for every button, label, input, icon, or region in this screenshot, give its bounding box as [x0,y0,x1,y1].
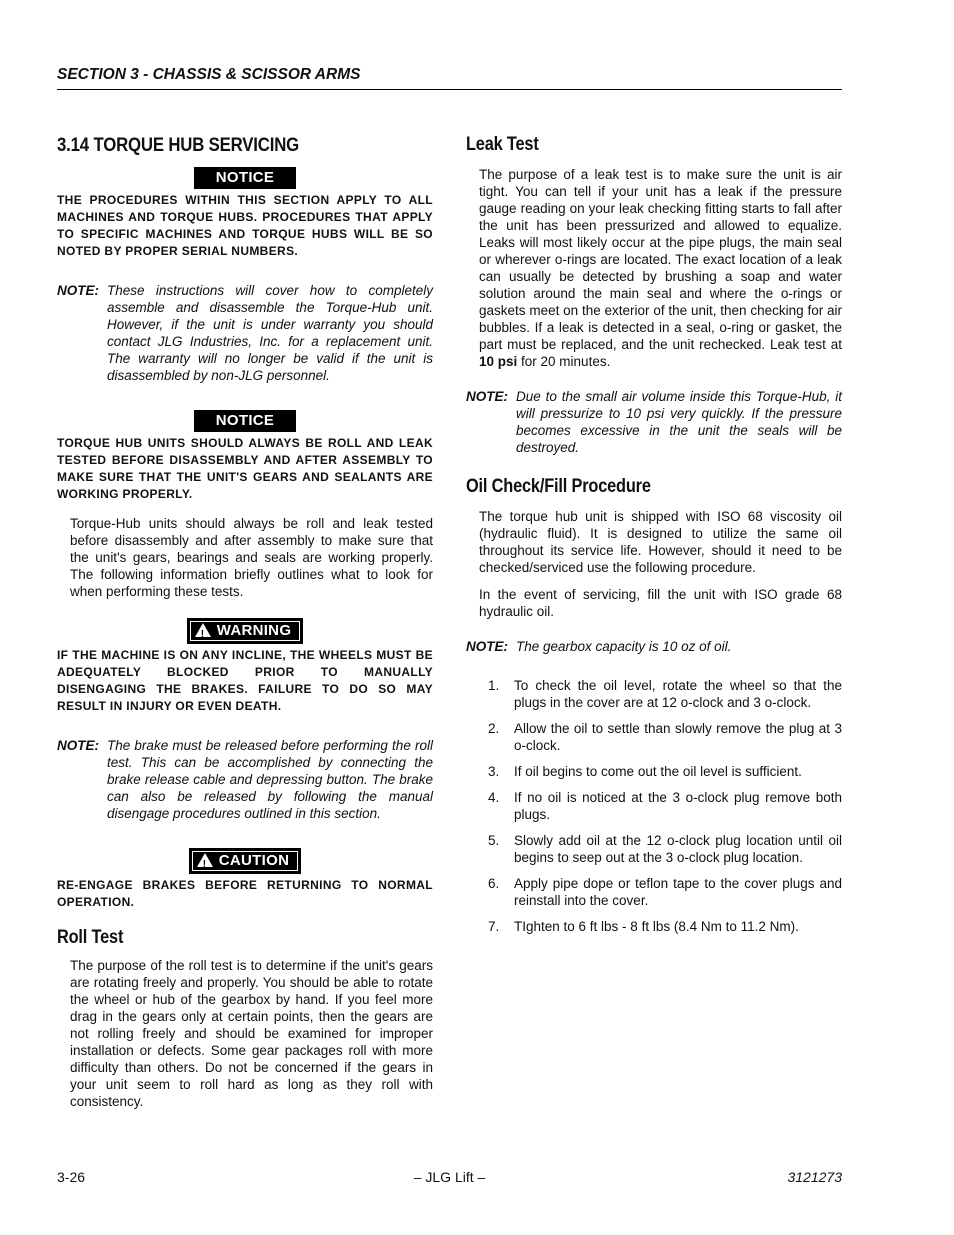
notice-text: THE PROCEDURES WITHIN THIS SECTION APPLY TO ALL MACHINES AND TORQUE HUBS. PROCEDURES THAT APPLY TO SPECIFIC MACHINES AND TORQUE HUBS WILL BE SO NOTED BY PROPER SERIAL NUMBERS. [57,193,433,258]
list-item: 6. Apply pipe dope or teflon tape to the cover plugs and reinstall into the cover. [488,876,842,908]
leak-test-title: Leak Test [466,134,539,155]
right-column [466,134,842,944]
section-header: SECTION 3 - CHASSIS & SCISSOR ARMS [57,66,842,90]
leak-test-paragraph [479,166,842,370]
caution-icon [197,853,213,867]
note-block-3 [466,388,842,456]
caution-label: CAUTION [218,852,290,869]
notice-badge-2: NOTICE [194,410,296,432]
list-item: 7. TIghten to 6 ft lbs - 8 ft lbs (8.4 Nm to 11.2 Nm). [488,919,799,934]
oil-steps-list [466,677,842,935]
oil-paragraph-2: In the event of servicing, fill the unit with ISO grade 68 hydraulic oil. [479,587,842,619]
note-block-2 [57,737,433,822]
notice-badge-wrap-2 [57,410,433,432]
notice-text-2: TORQUE HUB UNITS SHOULD ALWAYS BE ROLL AND LEAK TESTED BEFORE DISASSEMBLY AND AFTER ASSEMBLY TO MAKE SURE THAT THE UNIT'S GEARS AND SEALANTS ARE WORKING PROPERLY. [57,436,433,501]
list-item: 5. Slowly add oil at the 12 o-clock plug location until oil begins to seep out at the 3 o-clock plug location. [488,833,842,865]
list-item: 3. If oil begins to come out the oil level is sufficient. [488,764,802,779]
leak-text-a: The purpose of a leak test is to make sure the unit is air tight. You can tell if your unit has a leak if the pressure gauge reading on your leak checking fitting starts to fall after the unit has been pressurized and allowed to equalize. Leaks will most likely occur at the pipe plugs, the main seal or wherever o-rings are located. The exact location of a leak can usually be detected by brushing a soap and water solution around the main seal and where the o-rings or gaskets meet on the exterior of the unit, then checking for air bubbles. If a leak is detected in a seal, o-ring or gasket, the part must be replaced, and the unit rechecked. Leak test at [479,167,842,352]
note-text: These instructions will cover how to completely assemble and disassemble the Torque-Hub unit. However, if the unit is under warranty you should contact JLG Industries, Inc. for a replacement unit. The warranty will no longer be valid if the unit is disassembled by non-JLG personnel. [107,283,433,383]
note-block-4 [466,638,842,655]
note-label-2: NOTE: [57,738,99,753]
intro-paragraph: Torque-Hub units should always be roll and leak tested before disassembly and after assembly to make sure that the unit's gears, bearings and seals are working properly. The following information briefly outlines what to look for when performing these tests. [70,516,433,599]
warning-badge [187,618,304,644]
left-column [57,134,433,1120]
warning-icon [195,623,211,637]
note-text-3: Due to the small air volume inside this Torque-Hub, it will pressurize to 10 psi very quickly. If the pressure becomes excessive in the unit the seals will be destroyed. [516,389,842,455]
roll-test-paragraph: The purpose of the roll test is to determine if the unit's gears are rotating freely and properly. You should be able to rotate the wheel or hub of the gearbox by hand. If you feel more drag in the gears only at certain points, then the gears are not rolling freely and should be examined for improper installation or defects. Some gear packages roll with more difficulty than others. Do not be concerned if the gears in your unit seem to roll hard as long as they roll with consistency. [70,958,433,1109]
oil-check-title: Oil Check/Fill Procedure [466,476,651,497]
page-number: 3-26 [57,1169,86,1185]
notice-badge: NOTICE [194,167,296,189]
warning-text: IF THE MACHINE IS ON ANY INCLINE, THE WHEELS MUST BE ADEQUATELY BLOCKED PRIOR TO MANUALLY DISENGAGING THE BRAKES. FAILURE TO DO SO MAY RESULT IN INJURY OR EVEN DEATH. [57,648,433,713]
warning-label: WARNING [216,622,292,639]
list-item: 1. To check the oil level, rotate the wheel so that the plugs in the cover are at 12 o-clock and 3 o-clock. [488,678,842,710]
roll-test-title: Roll Test [57,927,124,948]
section-title: 3.14 TORQUE HUB SERVICING [57,134,300,156]
notice-badge-wrap [57,167,433,189]
note-label-4: NOTE: [466,639,508,654]
caution-badge-wrap [57,848,433,874]
note-label-3: NOTE: [466,389,508,404]
note-text-4: The gearbox capacity is 10 oz of oil. [516,639,732,654]
footer-brand: – JLG Lift – [413,1169,486,1185]
caution-badge [189,848,301,874]
leak-text-b: for 20 minutes. [517,354,611,369]
leak-pressure: 10 psi [479,354,518,369]
note-label: NOTE: [57,283,99,298]
warning-badge-wrap [57,618,433,644]
note-block [57,282,433,384]
note-text-2: The brake must be released before performing the roll test. This can be accomplished by connecting the brake release cable and depressing button. The brake can also be released by following the manual disengage procedures outlined in this section. [107,738,433,821]
list-item: 2. Allow the oil to settle than slowly remove the plug at 3 o-clock. [488,721,842,753]
oil-paragraph-1: The torque hub unit is shipped with ISO 68 viscosity oil (hydraulic fluid). It is designed to utilize the same oil throughout its service life. However, should it need to be checked/serviced use the following procedure. [479,509,842,575]
document-number: 3121273 [787,1169,842,1185]
list-item: 4. If no oil is noticed at the 3 o-clock plug remove both plugs. [488,790,842,822]
caution-text: RE-ENGAGE BRAKES BEFORE RETURNING TO NORMAL OPERATION. [57,878,433,909]
